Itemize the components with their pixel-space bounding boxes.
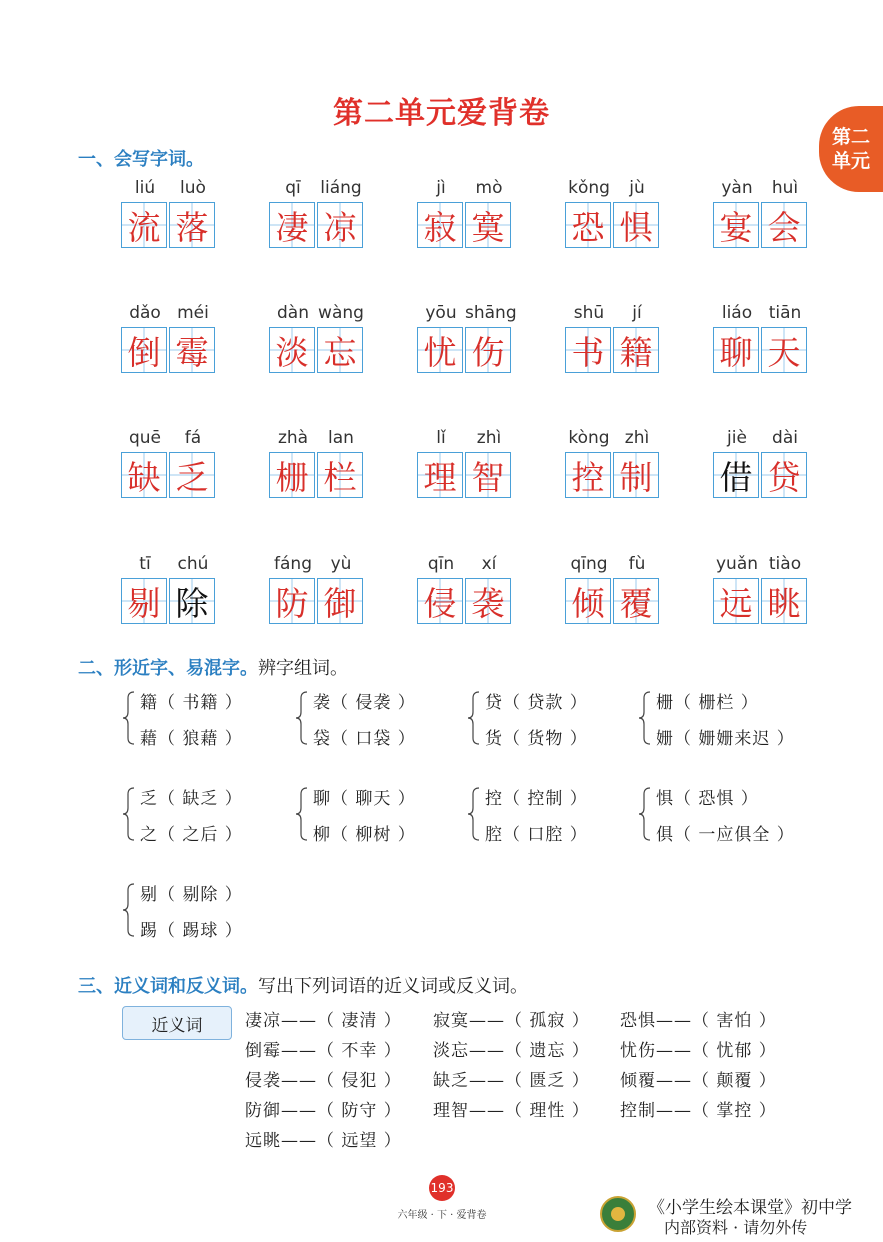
pinyin-syllable: yù [330,554,352,574]
pair-line: 栅（ 栅栏 ） [656,693,759,713]
word-cell [269,554,365,642]
pinyin [713,428,809,450]
tianzige-box [465,327,511,373]
pinyin [713,303,809,325]
section-3-title: 三、近义词和反义词。 [78,976,258,997]
pair-line: 袋（ 口袋 ） [313,729,416,749]
pair-line: 惧（ 恐惧 ） [656,789,759,809]
pinyin-syllable: kòng [568,428,610,448]
char-pair [467,688,637,752]
tianzige-box [465,202,511,248]
pair-line: 藉（ 狼藉 ） [140,729,243,749]
pinyin-syllable: liú [134,178,156,198]
pinyin-syllable: xí [481,554,497,574]
pinyin [565,303,661,325]
pinyin [269,554,365,576]
tianzige-box [713,452,759,498]
pinyin-syllable: chú [177,554,209,574]
footer-line1: 《小学生绘本课堂》初中学 [648,1198,852,1218]
hanzi: 防 [275,583,309,623]
synonym-item: 淡忘——（ 遗忘 ） [433,1041,590,1061]
char-pair [122,784,292,848]
pinyin-syllable: lǐ [436,428,446,448]
tianzige-box [417,452,463,498]
hanzi: 天 [767,332,801,372]
tianzige-box [169,327,215,373]
word-cell [417,554,513,642]
tianzige-box [613,202,659,248]
tianzige-box [169,578,215,624]
pinyin-syllable: lan [328,428,354,448]
synonym-item: 倾覆——（ 颠覆 ） [620,1071,777,1091]
char-pair [638,688,808,752]
hanzi: 伤 [471,332,505,372]
synonym-item: 忧伤——（ 忧郁 ） [620,1041,777,1061]
pinyin-syllable: yōu [425,303,457,323]
hanzi: 侵 [423,583,457,623]
brace-icon [122,690,136,746]
hanzi: 凉 [323,207,357,247]
pair-line: 剔（ 剔除 ） [140,885,243,905]
pair-line: 姗（ 姗姗来迟 ） [656,729,795,749]
tianzige-box [565,202,611,248]
pinyin [121,178,217,200]
char-pair [122,688,292,752]
tianzige-box [761,578,807,624]
section-heading-1: 一、会写字词。 [78,149,204,170]
pinyin-syllable: yàn [721,178,753,198]
tianzige-box [417,327,463,373]
hanzi: 惧 [619,207,653,247]
tianzige-box [613,578,659,624]
pinyin-syllable: jù [629,178,645,198]
hanzi: 会 [767,207,801,247]
hanzi: 书 [571,332,605,372]
tianzige-box [713,578,759,624]
pinyin [121,303,217,325]
unit-tab-line2: 单元 [831,150,870,172]
tianzige-box [465,578,511,624]
tianzige-box [317,327,363,373]
hanzi: 御 [323,583,357,623]
synonym-badge: 近义词 [122,1006,232,1040]
synonym-item: 凄凉——（ 凄清 ） [245,1011,402,1031]
hanzi: 寞 [471,207,505,247]
hanzi: 袭 [471,583,505,623]
pinyin-syllable: jì [436,178,446,198]
unit-tab-line1: 第二 [831,126,870,148]
pinyin-syllable: tiào [768,554,802,574]
pinyin [417,554,513,576]
pinyin-syllable: fá [184,428,202,448]
word-cell [565,303,661,391]
section-3-instruction: 写出下列词语的近义词或反义词。 [258,976,528,997]
section-2-title: 二、形近字、易混字。 [78,658,258,679]
pinyin-syllable: tiān [768,303,802,323]
hanzi: 借 [719,457,753,497]
hanzi: 忘 [323,332,357,372]
brace-icon [295,690,309,746]
word-cell [713,178,809,266]
unit-tab [819,106,883,192]
book-label: 六年级 · 下 · 爱背卷 [397,1210,487,1221]
word-cell [565,178,661,266]
brace-icon [638,786,652,842]
pinyin-syllable: qī [285,178,301,198]
tianzige-box [565,578,611,624]
tianzige-box [169,202,215,248]
word-cell [269,178,365,266]
hanzi: 栅 [275,457,309,497]
tianzige-box [713,327,759,373]
hanzi: 除 [175,583,209,623]
pinyin-syllable: liáng [320,178,362,198]
synonym-item: 控制——（ 掌控 ） [620,1101,777,1121]
tianzige-box [761,202,807,248]
hanzi: 寂 [423,207,457,247]
pinyin [417,428,513,450]
section-heading-2 [78,654,348,680]
pinyin-syllable: dàn [277,303,309,323]
char-pair [638,784,808,848]
hanzi: 倾 [571,583,605,623]
pinyin [417,303,517,325]
tianzige-box [613,452,659,498]
pinyin [565,554,661,576]
hanzi: 淡 [275,332,309,372]
synonym-item: 理智——（ 理性 ） [433,1101,590,1121]
word-cell [713,428,809,516]
pinyin-syllable: mò [475,178,503,198]
tianzige-box [121,202,167,248]
tianzige-box [761,452,807,498]
hanzi: 流 [127,207,161,247]
tianzige-box [565,327,611,373]
tianzige-box [417,578,463,624]
pair-line: 之（ 之后 ） [140,825,243,845]
pinyin [269,428,365,450]
tianzige-box [169,452,215,498]
pinyin [269,303,365,325]
pinyin [565,178,661,200]
brace-icon [467,786,481,842]
pair-line: 俱（ 一应俱全 ） [656,825,795,845]
word-cell [269,428,365,516]
pinyin-syllable: zhì [476,428,502,448]
tianzige-box [613,327,659,373]
pinyin-syllable: liáo [721,303,753,323]
tianzige-box [761,327,807,373]
tianzige-box [121,327,167,373]
hanzi: 控 [571,457,605,497]
pinyin-syllable: fù [628,554,646,574]
brace-icon [638,690,652,746]
pinyin-syllable: huì [771,178,799,198]
word-cell [417,428,513,516]
pair-line: 踢（ 踢球 ） [140,921,243,941]
hanzi: 远 [719,583,753,623]
tianzige-box [565,452,611,498]
page-number: 193 [429,1175,455,1201]
pinyin [121,428,217,450]
hanzi: 理 [423,457,457,497]
pinyin-syllable: qīng [570,554,608,574]
char-pair [122,880,292,944]
hanzi: 乏 [175,457,209,497]
word-cell [713,554,809,642]
pair-line: 籍（ 书籍 ） [140,693,243,713]
pinyin-syllable: dài [772,428,798,448]
hanzi: 剔 [127,583,161,623]
hanzi: 贷 [767,457,801,497]
hanzi: 忧 [423,332,457,372]
hanzi: 落 [175,207,209,247]
publisher-logo-icon [600,1196,636,1232]
pinyin [565,428,661,450]
char-pair [467,784,637,848]
pair-line: 袭（ 侵袭 ） [313,693,416,713]
pinyin-syllable: méi [177,303,209,323]
pinyin-syllable: tī [139,554,151,574]
pair-line: 乏（ 缺乏 ） [140,789,243,809]
pinyin-syllable: fáng [274,554,312,574]
hanzi: 恐 [571,207,605,247]
word-cell [417,178,513,266]
tianzige-box [269,202,315,248]
pinyin [417,178,513,200]
synonym-item: 远眺——（ 远望 ） [245,1131,402,1151]
word-cell [565,554,661,642]
pinyin [121,554,217,576]
hanzi: 缺 [127,457,161,497]
synonym-item: 缺乏——（ 匮乏 ） [433,1071,590,1091]
pair-line: 贷（ 贷款 ） [485,693,588,713]
hanzi: 眺 [767,583,801,623]
tianzige-box [317,452,363,498]
word-cell [121,428,217,516]
pair-line: 控（ 控制 ） [485,789,588,809]
brace-icon [295,786,309,842]
synonym-item: 倒霉——（ 不幸 ） [245,1041,402,1061]
hanzi: 倒 [127,332,161,372]
section-2-instruction: 辨字组词。 [258,658,348,679]
pinyin [269,178,365,200]
hanzi: 智 [471,457,505,497]
hanzi: 覆 [619,583,653,623]
word-cell [269,303,365,391]
tianzige-box [269,578,315,624]
pair-line: 货（ 货物 ） [485,729,588,749]
pinyin-syllable: yuǎn [715,554,759,574]
tianzige-box [269,452,315,498]
tianzige-box [269,327,315,373]
pinyin [713,554,809,576]
pinyin-syllable: qīn [427,554,455,574]
word-cell [417,303,517,391]
hanzi: 霉 [175,332,209,372]
pair-line: 聊（ 聊天 ） [313,789,416,809]
brace-icon [122,882,136,938]
hanzi: 聊 [719,332,753,372]
footer-line2: 内部资料 · 请勿外传 [664,1218,808,1237]
tianzige-box [317,202,363,248]
tianzige-box [317,578,363,624]
pinyin-syllable: wàng [318,303,364,323]
tianzige-box [121,452,167,498]
word-cell [121,303,217,391]
pinyin-syllable: shāng [465,303,517,323]
synonym-item: 寂寞——（ 孤寂 ） [433,1011,590,1031]
hanzi: 籍 [619,332,653,372]
tianzige-box [121,578,167,624]
pinyin-syllable: zhà [277,428,309,448]
word-cell [121,178,217,266]
hanzi: 凄 [275,207,309,247]
hanzi: 栏 [323,457,357,497]
pinyin-syllable: jí [632,303,642,323]
pinyin-syllable: jiè [727,428,747,448]
tianzige-box [713,202,759,248]
pair-line: 柳（ 柳树 ） [313,825,416,845]
synonym-item: 防御——（ 防守 ） [245,1101,402,1121]
tianzige-box [465,452,511,498]
synonym-item: 侵袭——（ 侵犯 ） [245,1071,402,1091]
pinyin-syllable: quē [128,428,162,448]
pinyin-syllable: kǒng [568,178,610,198]
brace-icon [467,690,481,746]
section-heading-3 [78,972,528,998]
char-pair [295,688,465,752]
tianzige-box [417,202,463,248]
pair-line: 腔（ 口腔 ） [485,825,588,845]
hanzi: 宴 [719,207,753,247]
pinyin-syllable: shū [573,303,605,323]
pinyin-syllable: luò [180,178,206,198]
pinyin-syllable: dǎo [129,303,161,323]
char-pair [295,784,465,848]
pinyin-syllable: zhì [624,428,650,448]
hanzi: 制 [619,457,653,497]
synonym-item: 恐惧——（ 害怕 ） [620,1011,777,1031]
word-cell [565,428,661,516]
page-title: 第二单元爱背卷 [333,96,550,131]
brace-icon [122,786,136,842]
word-cell [121,554,217,642]
word-cell [713,303,809,391]
pinyin [713,178,809,200]
